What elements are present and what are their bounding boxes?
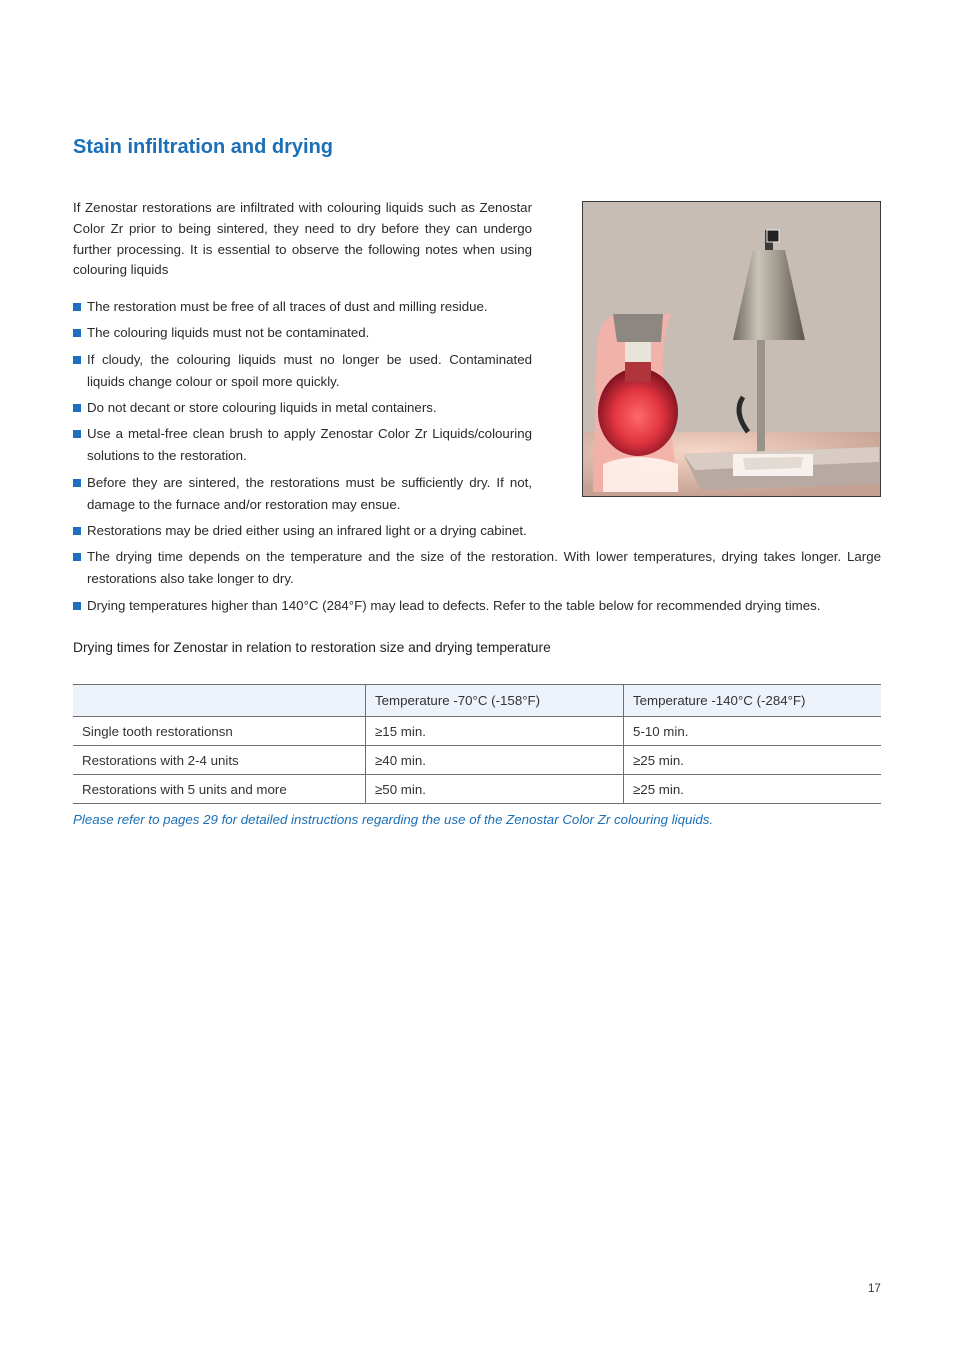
list-item: Use a metal-free clean brush to apply Zenostar Color Zr Liquids/colouring solutions to the restoration. [73, 423, 532, 466]
list-item: Before they are sintered, the restorations must be sufficiently dry. If not, damage to the furnace and/or restoration may ensue. [73, 472, 532, 515]
table-cell: ≥15 min. [366, 717, 624, 746]
intro-paragraph: If Zenostar restorations are infiltrated with colouring liquids such as Zenostar Color Zr prior to being sintered, they need to dry before they can undergo further processing. It is essential to observe the following notes when using colouring liquids [73, 200, 532, 278]
table-cell: ≥50 min. [366, 775, 624, 804]
table-cell: ≥40 min. [366, 746, 624, 775]
list-item: Do not decant or store colouring liquids in metal containers. [73, 397, 532, 419]
table-row [73, 717, 881, 746]
table-cell: 5-10 min. [624, 717, 882, 746]
reference-note: Please refer to pages 29 for detailed instructions regarding the use of the Zenostar Color Zr colouring liquids. [73, 812, 714, 827]
header-cell-size [73, 685, 366, 717]
table-cell: Restorations with 2-4 units [73, 746, 366, 775]
header-cell-temp-70: Temperature -70°C (-158°F) [366, 685, 624, 717]
header-cell-temp-140: Temperature -140°C (-284°F) [624, 685, 882, 717]
table-cell: ≥25 min. [624, 775, 882, 804]
table-row [73, 775, 881, 804]
table-header-row [73, 685, 881, 717]
photo-infrared-drying-lamps [582, 201, 881, 497]
list-item: The colouring liquids must not be contaminated. [73, 322, 532, 344]
table-cell: ≥25 min. [624, 746, 882, 775]
table-caption: Drying times for Zenostar in relation to restoration size and drying temperature [73, 640, 551, 655]
table-cell: Restorations with 5 units and more [73, 775, 366, 804]
drying-times-table [73, 684, 881, 804]
table-row [73, 746, 881, 775]
page-title: Stain infiltration and drying [73, 136, 333, 158]
list-item: The drying time depends on the temperature and the size of the restoration. With lower temperatures, drying takes longer. Large restorations also take longer to dry. [73, 546, 881, 589]
list-item: If cloudy, the colouring liquids must no longer be used. Contaminated liquids change colour or spoil more quickly. [73, 349, 532, 392]
list-item: Drying temperatures higher than 140°C (284°F) may lead to defects. Refer to the table below for recommended drying times. [73, 595, 881, 617]
list-item: Restorations may be dried either using an infrared light or a drying cabinet. [73, 520, 881, 542]
list-item: The restoration must be free of all traces of dust and milling residue. [73, 296, 532, 318]
page-number: 17 [868, 1283, 881, 1295]
table-cell: Single tooth restorationsn [73, 717, 366, 746]
